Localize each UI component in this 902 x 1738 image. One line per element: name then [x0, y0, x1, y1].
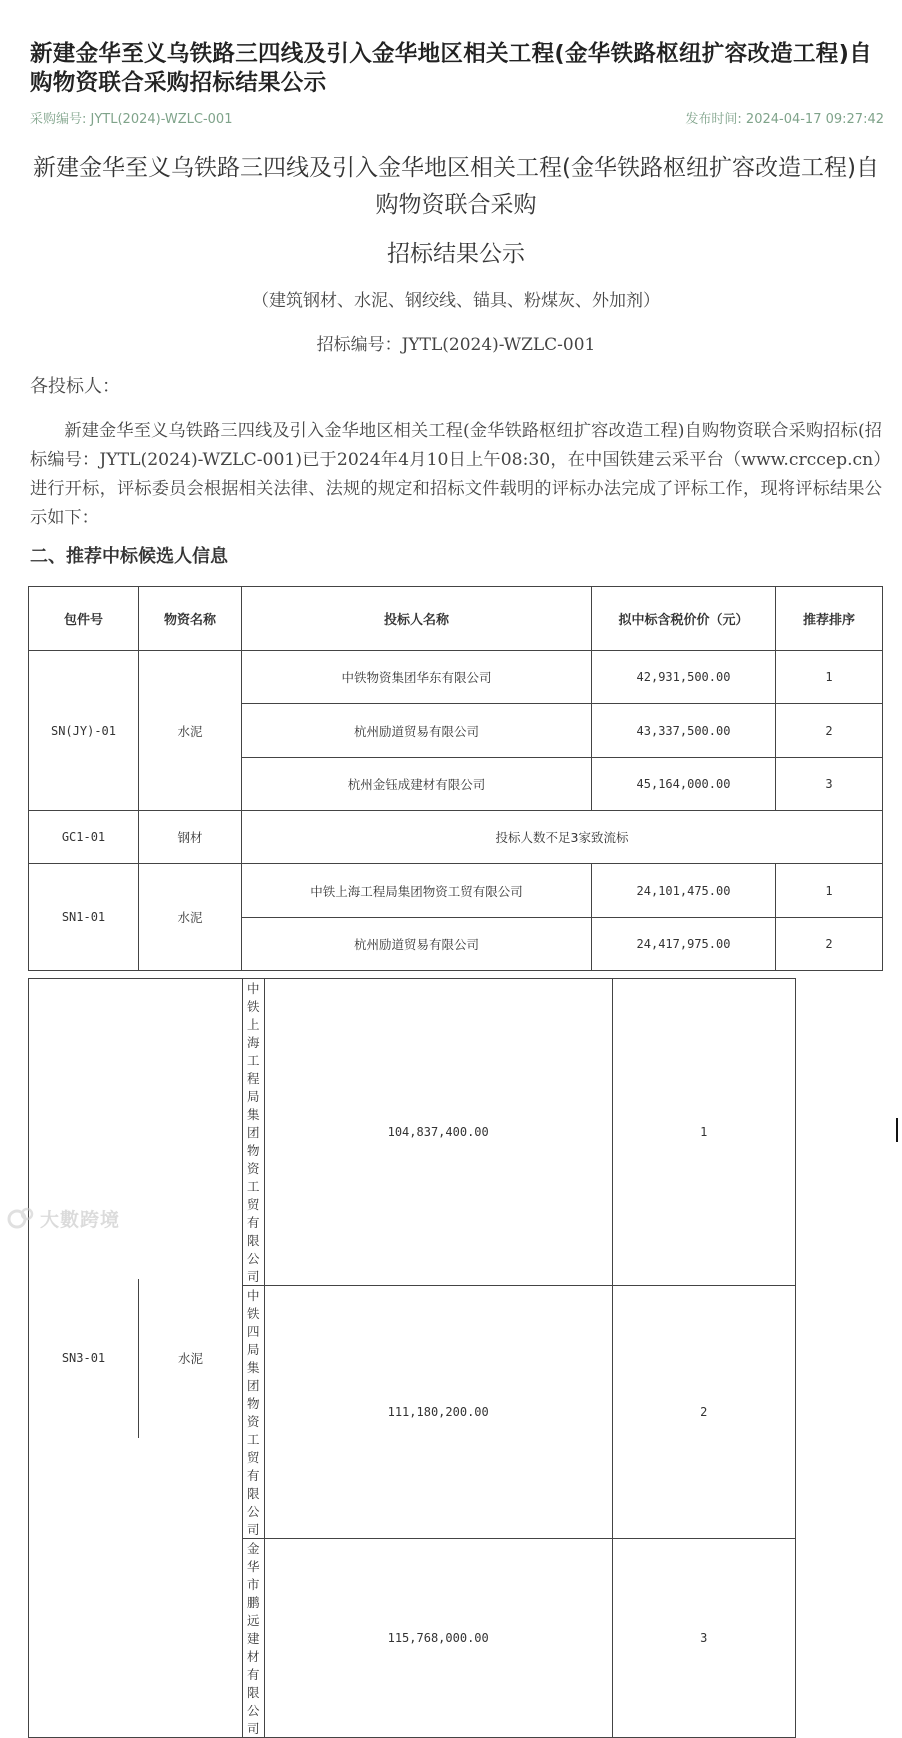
cell-price: 111,180,200.00 [264, 1286, 612, 1539]
cell-bidder: 杭州金钰成建材有限公司 [242, 758, 592, 811]
purchase-number [30, 108, 232, 127]
intro-paragraph: 新建金华至义乌铁路三四线及引入金华地区相关工程(金华铁路枢纽扩容改造工程)自购物资联合采购招标(招标编号：JYTL(2024)-WZLC-001)已于2024年4月10日上午08:30，在中国铁建云采平台（www.crccep.cn）进行开标，评标委员会根据相关法律、法规的规定和招标文件载明的评标办法完成了评标工作，现将评标结果公示如下： [30, 421, 882, 528]
cell-price: 24,101,475.00 [592, 864, 776, 918]
cell-package: SN3-01 [29, 1279, 139, 1438]
document-title: 新建金华至义乌铁路三四线及引入金华地区相关工程(金华铁路枢纽扩容改造工程)自购物资联合采购 [33, 155, 879, 218]
table-header-row [29, 587, 883, 651]
meta-row [30, 108, 884, 126]
cell-material: 水泥 [177, 1351, 203, 1366]
purchase-number-label: 采购编号: [30, 112, 87, 127]
document-subtitle: 招标结果公示 [387, 241, 525, 267]
header-material: 物资名称 [139, 587, 242, 651]
cell-rank: 2 [776, 704, 883, 758]
cell-bidder: 中铁上海工程局集团物资工贸有限公司 [243, 979, 265, 1286]
cell-material: 钢材 [139, 811, 242, 864]
table-row [29, 651, 883, 704]
header-price: 拟中标含税价价（元） [592, 587, 776, 651]
watermark-text: 大數跨境 [40, 1208, 121, 1231]
cell-price: 42,931,500.00 [592, 651, 776, 704]
watermark-logo-icon [6, 1205, 36, 1231]
header-package: 包件号 [29, 587, 139, 651]
cell-material: 水泥 [139, 864, 242, 971]
cell-price: 104,837,400.00 [264, 979, 612, 1286]
table-row [29, 811, 883, 864]
cell-rank: 1 [776, 864, 883, 918]
cell-rank: 1 [776, 651, 883, 704]
cell-price: 24,417,975.00 [592, 918, 776, 971]
cell-price: 45,164,000.00 [592, 758, 776, 811]
cell-rank: 2 [776, 918, 883, 971]
cell-package: SN(JY)-01 [29, 651, 139, 811]
cell-package: SN1-01 [29, 864, 139, 971]
cell-bidder: 中铁四局集团物资工贸有限公司 [243, 1286, 265, 1539]
cell-bidder: 中铁上海工程局集团物资工贸有限公司 [242, 864, 592, 918]
table-row [29, 864, 883, 918]
purchase-number-value: JYTL(2024)-WZLC-001 [90, 112, 233, 127]
cell-bidder: 杭州励道贸易有限公司 [242, 704, 592, 758]
greeting: 各投标人： [30, 376, 120, 397]
header-bidder: 投标人名称 [242, 587, 592, 651]
cell-bidder: 金华市鹏远建材有限公司 [243, 1539, 265, 1738]
cell-material: 水泥 [139, 651, 242, 811]
page-title: 新建金华至义乌铁路三四线及引入金华地区相关工程(金华铁路枢纽扩容改造工程)自购物资联合采购招标结果公示 [30, 41, 872, 96]
cell-package: GC1-01 [29, 811, 139, 864]
publish-time [685, 108, 884, 127]
watermark [6, 1204, 120, 1232]
cell-note: 投标人数不足3家致流标 [242, 811, 883, 864]
cell-bidder: 中铁物资集团华东有限公司 [242, 651, 592, 704]
table-row [29, 979, 902, 1286]
edge-mark [896, 1118, 898, 1142]
cell-rank: 3 [776, 758, 883, 811]
cell-bidder: 杭州励道贸易有限公司 [242, 918, 592, 971]
results-table [28, 586, 883, 971]
cell-price: 115,768,000.00 [264, 1539, 612, 1738]
cell-rank: 1 [612, 979, 795, 1286]
cell-price: 43,337,500.00 [592, 704, 776, 758]
header-rank: 推荐排序 [776, 587, 883, 651]
section-heading: 二、推荐中标候选人信息 [30, 546, 228, 567]
document-scope: （建筑钢材、水泥、钢绞线、锚具、粉煤灰、外加剂） [252, 291, 660, 311]
tender-code: 招标编号：JYTL(2024)-WZLC-001 [316, 335, 596, 355]
publish-time-label: 发布时间: [685, 112, 742, 127]
results-table-continued [28, 978, 902, 1738]
cell-rank: 2 [612, 1286, 795, 1539]
publish-time-value: 2024-04-17 09:27:42 [745, 112, 884, 127]
cell-rank: 3 [612, 1539, 795, 1738]
cell-package-material [29, 979, 243, 1738]
